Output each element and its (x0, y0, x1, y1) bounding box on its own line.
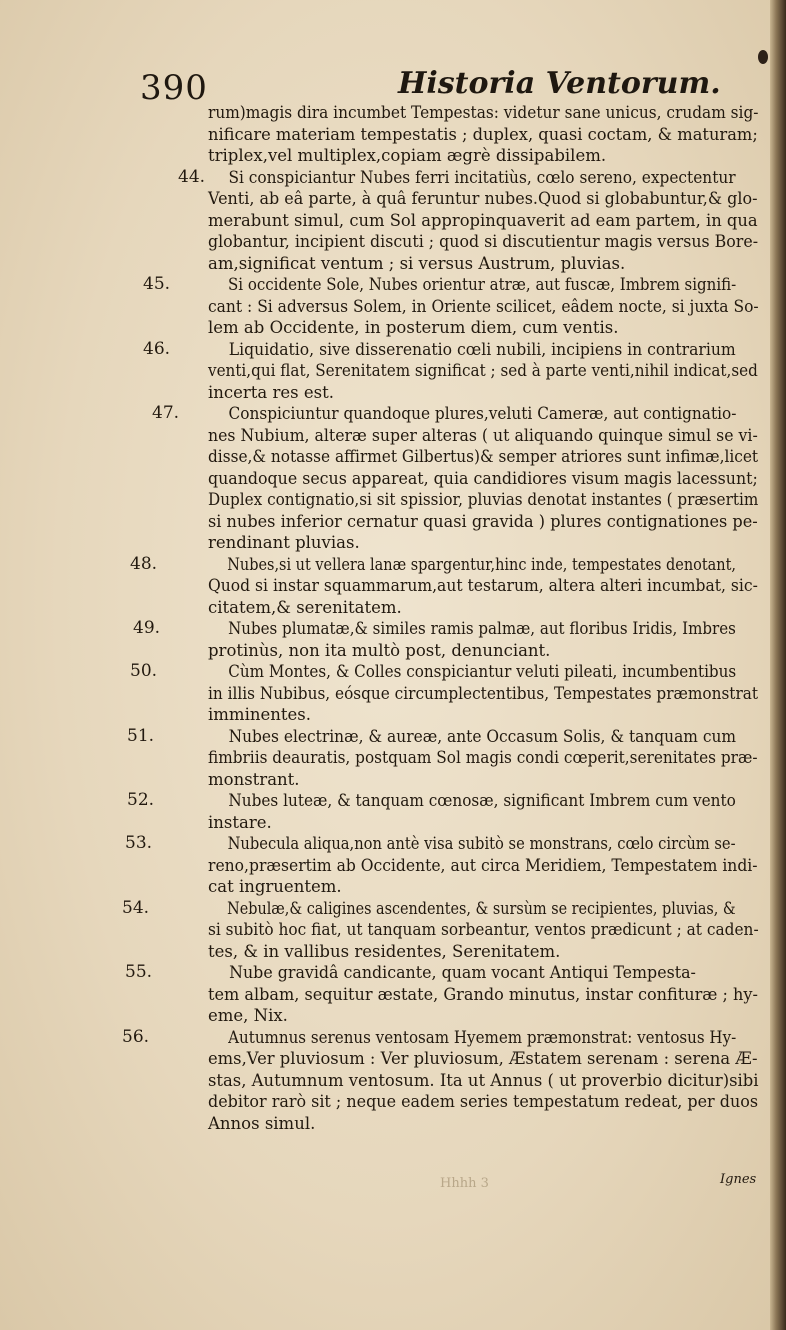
text-line: tes, & in vallibus residentes, Serenitatem. (208, 941, 561, 961)
text-line: si nubes inferior cernatur quasi gravida ) plures contignationes pe- (208, 511, 758, 531)
paragraph (0, 403, 758, 554)
paragraph (0, 102, 758, 167)
text-line: Liquidatio, sive disserenatio cœli nubili, incipiens in contrarium (228, 339, 736, 359)
text-line: cat ingruentem. (208, 877, 342, 896)
catchword: Ignes (720, 1172, 757, 1187)
text-line: protinùs, non ita multò post, denunciant. (208, 640, 551, 660)
text-line: Nubes plumatæ,& similes ramis palmæ, aut floribus Iridis, Imbres (228, 619, 736, 638)
text-line: reno,præsertim ab Occidente, aut circa Meridiem, Tempestatem indi- (208, 855, 758, 875)
text-line: triplex,vel multiplex,copiam ægrè dissipabilem. (208, 146, 607, 165)
text-line: Conspiciuntur quandoque plures,veluti Cameræ, aut contignatio- (228, 404, 737, 423)
paragraph (0, 661, 758, 726)
text-line: venti,qui flat, Serenitatem significat ; sed à parte venti,nihil indicat,sed (208, 361, 758, 380)
paragraph-number: 50. (130, 661, 158, 681)
text-line: tem albam, sequitur æstate, Grando minutus, instar confituræ ; hy- (208, 984, 758, 1004)
text-line: Cùm Montes, & Colles conspiciantur veluti pileati, incumbentibus (228, 662, 737, 681)
text-line: rendinant pluvias. (208, 533, 360, 552)
text-line: si subitò hoc fiat, ut tanquam sorbeantur, ventos prædicunt ; at caden- (208, 920, 759, 939)
text-line: eme, Nix. (208, 1006, 288, 1025)
text-line: fimbriis deauratis, postquam Sol magis condi cœperit,serenitates præ- (208, 748, 758, 767)
paragraph-number: 52. (127, 790, 155, 810)
paragraph (0, 167, 758, 275)
paragraph-number: 51. (127, 725, 155, 746)
paragraph (0, 339, 758, 404)
text-line: monstrant. (208, 769, 300, 789)
page-edge (770, 0, 786, 1330)
paragraph-number: 49. (133, 618, 161, 638)
paragraph (0, 1027, 758, 1135)
text-line: nes Nubium, alteræ super alteras ( ut aliquando quinque simul se vi- (208, 425, 758, 445)
paragraph-number: 47. (152, 403, 180, 423)
text-line: merabunt simul, cum Sol appropinquaverit ad eam partem, in qua (208, 210, 758, 230)
text-line: am,significat ventum ; si versus Austrum, pluvias. (208, 253, 626, 273)
text-line: debitor rarò sit ; neque eadem series tempestatum redeat, per duos (208, 1092, 759, 1111)
paragraph (0, 962, 758, 1027)
text-line: disse,& notasse affirmet Gilbertus)& semper atriores sunt infimæ,licet (208, 447, 759, 466)
text-line: lem ab Occidente, in posterum diem, cum ventis. (208, 318, 619, 337)
text-line: Duplex contignatio,si sit spissior, pluvias denotat instantes ( præsertim (208, 490, 759, 509)
paragraph-number: 45. (143, 274, 171, 294)
text-line: Nube gravidâ candicante, quam vocant Antiqui Tempesta- (229, 963, 696, 982)
text-line: Nebulæ,& caligines ascendentes, & sursùm se recipientes, pluvias, & (227, 898, 736, 918)
text-line: citatem,& serenitatem. (208, 597, 402, 617)
text-line: nificare materiam tempestatis ; duplex, quasi coctam, & maturam; (208, 124, 758, 144)
paragraph-number: 48. (130, 553, 158, 574)
text-line: imminentes. (208, 705, 311, 724)
signature-mark: Hhhh 3 (440, 1176, 489, 1191)
paragraph-number: 44. (178, 166, 206, 187)
text-line: Nubes,si ut vellera lanæ spargentur,hinc inde, tempestates denotant, (227, 554, 737, 574)
text-line: Nubes electrinæ, & aureæ, ante Occasum Solis, & tanquam cum (228, 726, 737, 746)
running-title: Historia Ventorum. (398, 66, 721, 101)
page-blemish (758, 50, 768, 64)
paragraph-number: 56. (122, 1026, 150, 1047)
text-line: quandoque secus appareat, quia candidiores visum magis lacessunt; (208, 468, 758, 488)
text-line: Nubecula aliqua,non antè visa subitò se monstrans, cœlo circùm se- (227, 834, 736, 853)
text-line: incerta res est. (208, 382, 334, 402)
paragraph (0, 274, 758, 339)
paragraph-number: 46. (143, 338, 171, 359)
text-line: cant : Si adversus Solem, in Oriente scilicet, eâdem nocte, si juxta So- (208, 296, 759, 316)
text-line: Si occidente Sole, Nubes orientur atræ, aut fuscæ, Imbrem signifi- (227, 275, 737, 294)
text-line: rum)magis dira incumbet Tempestas: videtur sane unicus, crudam sig- (208, 103, 759, 122)
paragraph (0, 833, 758, 898)
paragraph (0, 554, 758, 619)
paragraph (0, 726, 758, 791)
text-line: Venti, ab eâ parte, à quâ feruntur nubes.Quod si globabuntur,& glo- (208, 189, 758, 208)
text-line: instare. (208, 812, 272, 832)
paragraph-number: 53. (125, 833, 153, 853)
paragraph-number: 54. (122, 897, 150, 918)
text-line: Quod si instar squammarum,aut testarum, altera alteri incumbat, sic- (208, 576, 758, 595)
paragraph (0, 790, 758, 833)
page-body (0, 102, 770, 1134)
text-line: Si conspiciantur Nubes ferri incitatiùs, cœlo sereno, expectentur (228, 167, 736, 187)
text-line: Annos simul. (208, 1113, 316, 1133)
paragraph (0, 898, 758, 963)
text-line: Nubes luteæ, & tanquam cœnosæ, significant Imbrem cum vento (228, 791, 736, 810)
text-line: stas, Autumnum ventosum. Ita ut Annus ( ut proverbio dicitur)sibi (208, 1070, 759, 1090)
text-line: globantur, incipient discuti ; quod si discutientur magis versus Bore- (208, 232, 759, 251)
text-line: ems,Ver pluviosum : Ver pluviosum, Æstatem serenam : serena Æ- (208, 1049, 758, 1068)
text-line: Autumnus serenus ventosam Hyemem præmonstrat: ventosus Hy- (228, 1027, 737, 1047)
text-line: in illis Nubibus, eósque circumplectentibus, Tempestates præmonstrat (208, 683, 759, 703)
paragraph-number: 55. (125, 962, 153, 982)
paragraph (0, 618, 758, 661)
page-number: 390 (140, 68, 208, 108)
